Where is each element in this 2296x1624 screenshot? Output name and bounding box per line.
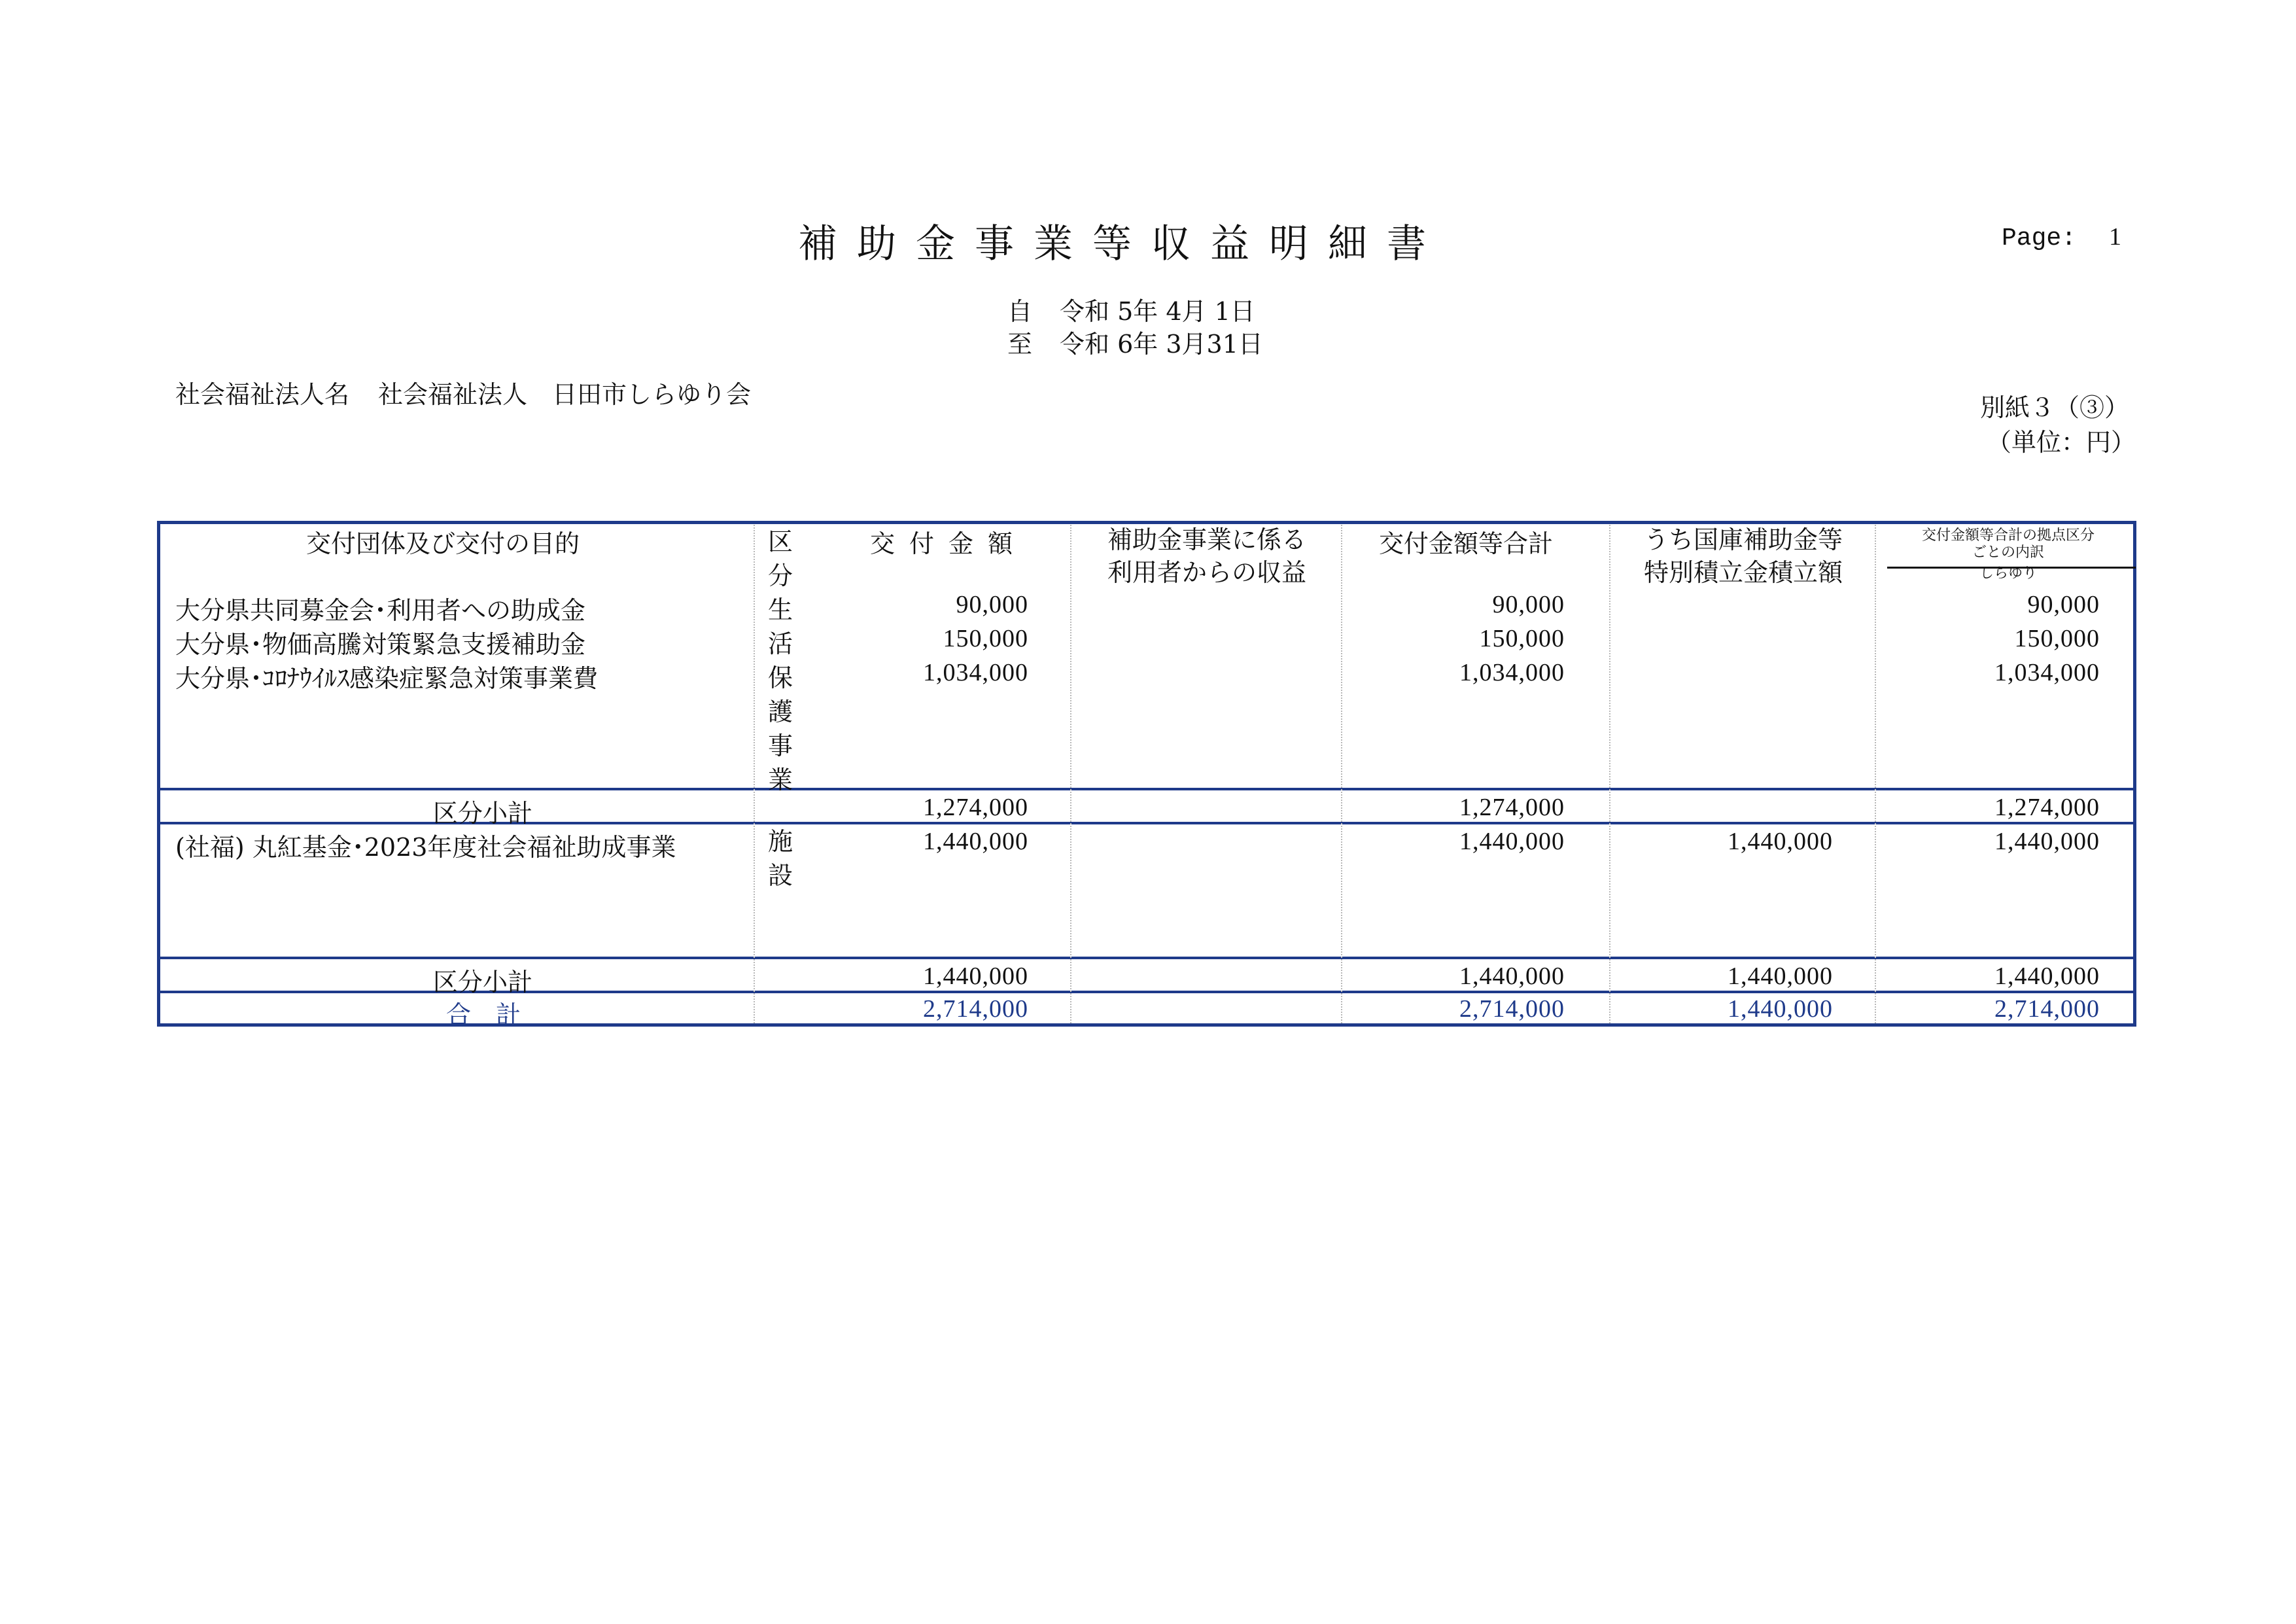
grand-total-total: 2,714,000: [1459, 995, 1565, 1023]
row-breakdown: 1,034,000: [1994, 659, 2100, 686]
column-guide: [754, 525, 755, 1023]
category-char: 施: [767, 827, 793, 856]
subtotal-total: 1,440,000: [1459, 962, 1565, 990]
period-from-date: 令和 5年 4月 1日: [1060, 297, 1255, 326]
subtotal-label: 区分小計: [433, 799, 533, 828]
period-to-label: 至: [1007, 330, 1033, 359]
col-header-user-income: [1086, 523, 1328, 589]
category-header-char: 分: [767, 561, 793, 590]
col-header-grant-amount: 交付金額: [870, 529, 1028, 558]
col-header-reserve-line1: うち国庫補助金等: [1643, 525, 1843, 554]
col-header-reserve-line2: 特別積立金積立額: [1643, 558, 1843, 587]
row-purpose: (社福) 丸紅基金･2023年度社会福祉助成事業: [175, 833, 676, 862]
grand-total-breakdown: 2,714,000: [1994, 995, 2100, 1023]
row-total: 90,000: [1492, 591, 1565, 618]
org-name: 社会福祉法人 日田市しらゆり会: [378, 380, 752, 409]
row-grant-amount: 150,000: [943, 625, 1028, 652]
subtotal-reserve: 1,440,000: [1728, 962, 1833, 990]
period-from-label: 自: [1007, 297, 1033, 326]
row-breakdown: 150,000: [2014, 625, 2100, 652]
category-char: 業: [767, 766, 793, 794]
col-header-reserve: [1622, 523, 1864, 589]
category-char: 設: [767, 861, 793, 890]
period-from: [1007, 291, 1255, 327]
row-grant-amount: 90,000: [956, 591, 1028, 618]
subtotal-breakdown: 1,440,000: [1994, 962, 2100, 990]
row-purpose: 大分県共同募金会･利用者への助成金: [175, 596, 586, 625]
breakdown-header-rule: [1887, 567, 2136, 569]
row-total: 150,000: [1479, 625, 1565, 652]
col-header-breakdown-line1: 交付金額等合計の拠点区分: [1921, 527, 2095, 544]
col-header-breakdown-line2: ごとの内訳: [1972, 544, 2044, 561]
column-guide: [1609, 525, 1610, 1023]
row-grant-amount: 1,440,000: [923, 828, 1028, 855]
row-total: 1,440,000: [1459, 828, 1565, 855]
document-title: 補助金事業等収益明細書: [798, 221, 1446, 267]
category-header-char: 区: [767, 527, 793, 556]
column-guide: [1875, 525, 1876, 1023]
row-grant-amount: 1,034,000: [923, 659, 1028, 686]
grand-total-label: 合 計: [446, 1000, 521, 1029]
category-char: 保: [767, 663, 793, 692]
period-to: [1007, 324, 1263, 360]
row-breakdown: 90,000: [2027, 591, 2100, 618]
col-header-total: 交付金額等合計: [1379, 529, 1554, 558]
form-reference: 別紙３（③）: [1979, 393, 2129, 422]
section1-category: [764, 593, 797, 797]
category-char: 護: [767, 697, 793, 726]
subtotal-breakdown: 1,274,000: [1994, 794, 2100, 821]
col-header-user-income-line1: 補助金事業に係る: [1107, 525, 1306, 554]
subtotal-grant-amount: 1,274,000: [923, 794, 1028, 821]
column-guide: [1341, 525, 1342, 1023]
col-header-breakdown: [1884, 527, 2132, 582]
row-reserve: 1,440,000: [1728, 828, 1833, 855]
grand-total-grant-amount: 2,714,000: [923, 995, 1028, 1023]
category-char: 事: [767, 732, 793, 760]
row-purpose: 大分県･ｺﾛﾅｳｲﾙｽ感染症緊急対策事業費: [175, 664, 599, 693]
col-header-category: [764, 525, 797, 593]
subtotal-total: 1,274,000: [1459, 794, 1565, 821]
col-header-user-income-line2: 利用者からの収益: [1107, 558, 1306, 587]
subtotal-grant-amount: 1,440,000: [923, 962, 1028, 990]
page-number: 1: [2109, 223, 2123, 251]
column-guide: [1070, 525, 1071, 1023]
org-label: 社会福祉法人名: [175, 380, 350, 409]
subtotal-label: 区分小計: [433, 968, 533, 997]
row-purpose: 大分県･物価高騰対策緊急支援補助金: [175, 630, 586, 659]
category-char: 活: [767, 629, 793, 658]
col-header-breakdown-line3: しらゆり: [1979, 565, 2037, 582]
organization: [175, 374, 751, 410]
divider-section1-subtotal: [157, 788, 2136, 790]
grand-total-reserve: 1,440,000: [1728, 995, 1833, 1023]
page-indicator: [2002, 222, 2122, 253]
period-to-date: 令和 6年 3月31日: [1060, 330, 1263, 359]
section2-category: [764, 824, 797, 892]
row-total: 1,034,000: [1459, 659, 1565, 686]
unit-label: （単位：円）: [1986, 428, 2136, 457]
divider-section2-subtotal: [157, 957, 2136, 959]
col-header-purpose: 交付団体及び交付の目的: [306, 529, 580, 558]
category-char: 生: [767, 595, 793, 624]
row-breakdown: 1,440,000: [1994, 828, 2100, 855]
page-label: Page:: [2002, 224, 2077, 253]
